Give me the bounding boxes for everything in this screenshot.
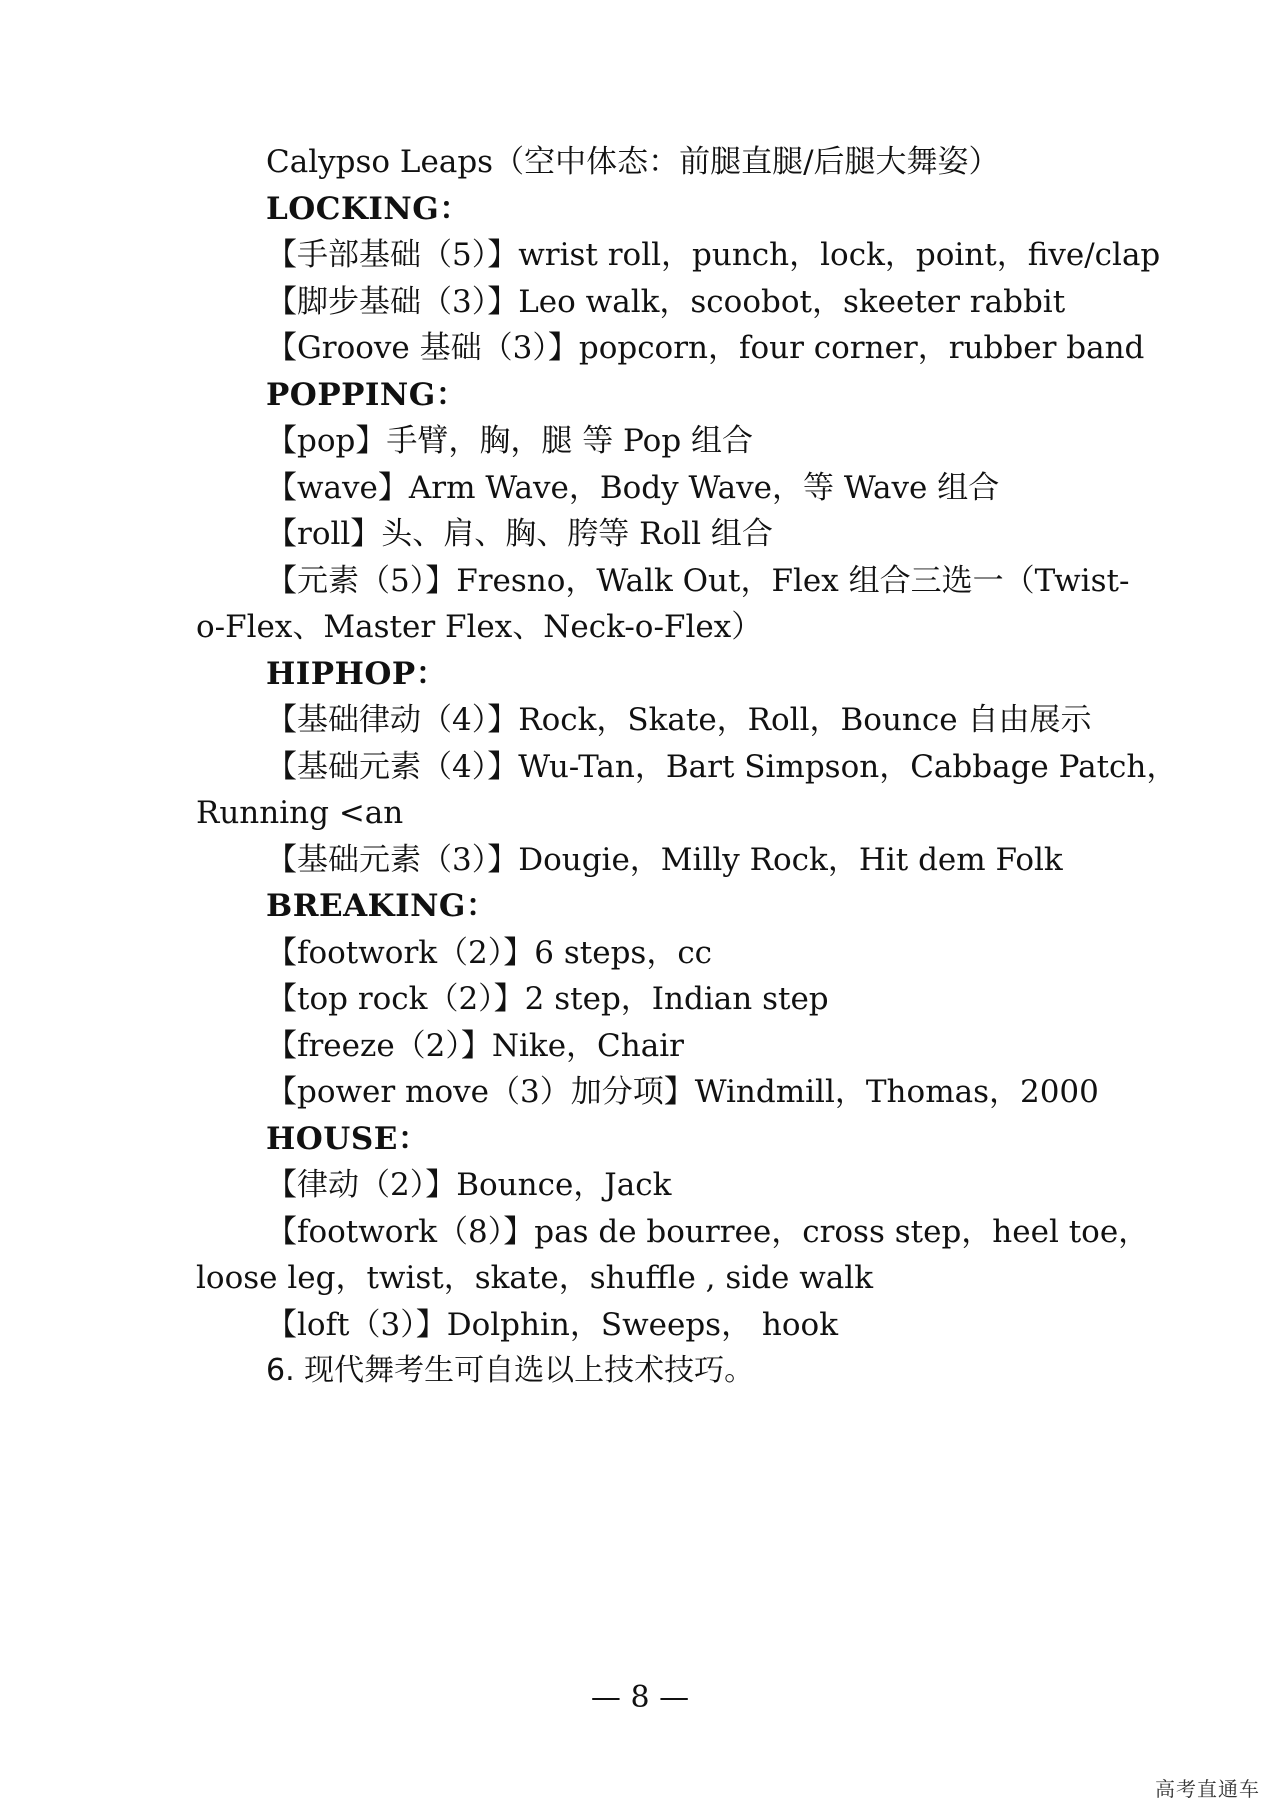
popping-heading: POPPING： [266,377,468,413]
modern-dance-note: 6. 现代舞考生可自选以上技术技巧。 [266,1353,755,1388]
house-footwork-continued: loose leg，twist，skate，shuffle , side walk [196,1260,873,1296]
breaking-heading: BREAKING： [266,888,498,924]
hiphop-basic-elements-4: 【基础元素（4）】Wu-Tan，Bart Simpson，Cabbage Patch， [266,749,1178,785]
hiphop-basic-grooves: 【基础律动（4）】Rock，Skate，Roll，Bounce 自由展示 [266,702,1092,738]
locking-heading: LOCKING： [266,191,471,227]
house-heading: HOUSE： [266,1121,430,1157]
hiphop-basic-elements-3: 【基础元素（3）】Dougie，Milly Rock，Hit dem Folk [266,842,1063,878]
locking-hand-basics: 【手部基础（5）】wrist roll，punch，lock，point，five/clap [266,237,1161,273]
hiphop-heading: HIPHOP： [266,656,448,692]
breaking-footwork: 【footwork（2）】6 steps，cc [266,935,713,971]
locking-groove-basics: 【Groove 基础（3）】popcorn，four corner，rubber band [266,330,1145,366]
watermark-text: 高考直通车 [1155,1777,1260,1801]
hiphop-basic-elements-4-continued: Running <an [196,795,404,831]
breaking-top-rock: 【top rock（2）】2 step，Indian step [266,981,829,1017]
house-groove: 【律动（2）】Bounce，Jack [266,1167,672,1203]
house-footwork: 【footwork（8）】pas de bourree，cross step，heel toe， [266,1214,1150,1250]
calypso-leaps-line: Calypso Leaps（空中体态：前腿直腿/后腿大舞姿） [266,144,1000,180]
locking-foot-basics: 【脚步基础（3）】Leo walk，scoobot，skeeter rabbit [266,284,1066,320]
breaking-power-move: 【power move（3）加分项】Windmill，Thomas，2000 [266,1074,1099,1110]
page-number: — 8 — [590,1680,690,1715]
popping-elements: 【元素（5）】Fresno，Walk Out，Flex 组合三选一（Twist- [266,563,1130,599]
popping-elements-continued: o-Flex、Master Flex、Neck-o-Flex） [196,609,763,645]
popping-roll: 【roll】头、肩、胸、胯等 Roll 组合 [266,516,773,552]
house-loft: 【loft（3）】Dolphin，Sweeps， hook [266,1307,839,1343]
breaking-freeze: 【freeze（2）】Nike，Chair [266,1028,684,1064]
popping-pop: 【pop】手臂，胸，腿 等 Pop 组合 [266,423,754,459]
popping-wave: 【wave】Arm Wave，Body Wave，等 Wave 组合 [266,470,1000,506]
